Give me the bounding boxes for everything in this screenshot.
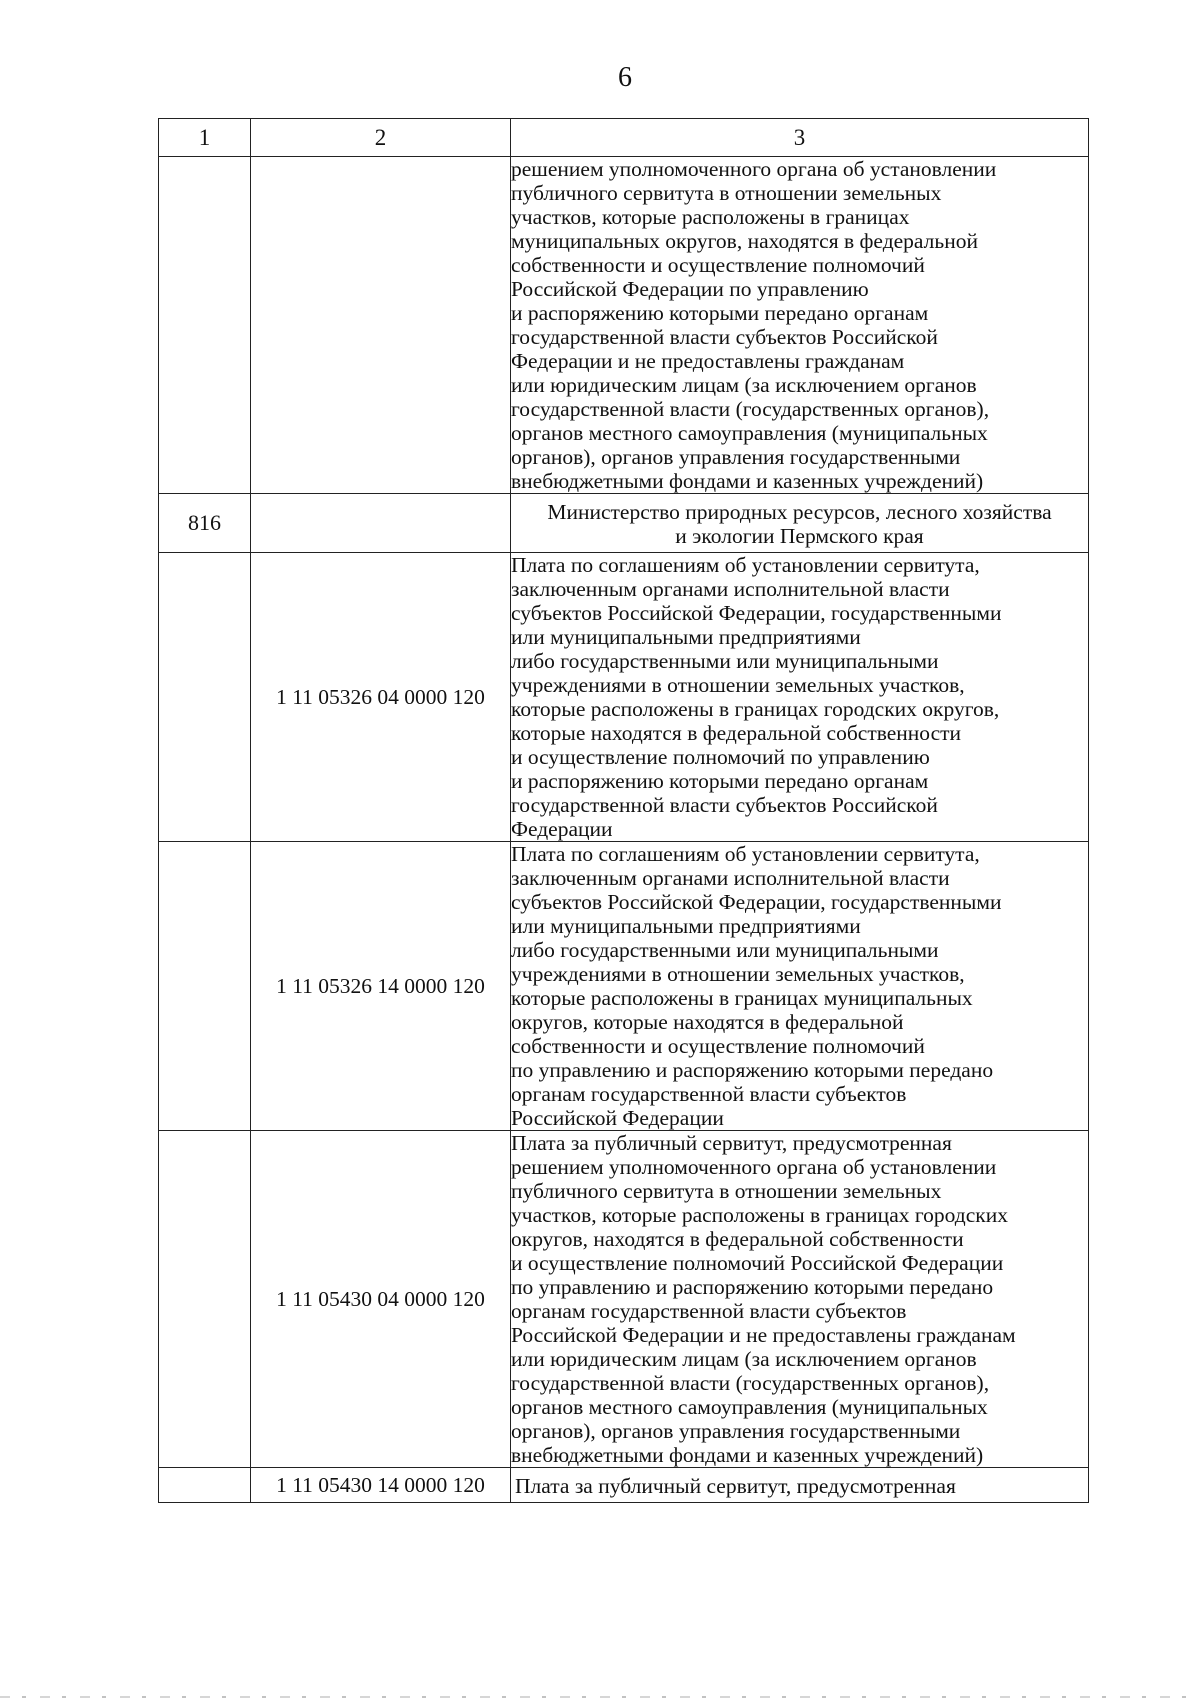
revenue-description-cell: Плата по соглашениям об установлении сервитута, заключенным органами исполнительной власти субъектов Российской Федерации, государственными или муниципальными предприятиями либо государственными или муниципальными учреждениями в отношении земельных участков, которые расположены в границах городских округов, которые находятся в федеральной собственности и осуществление полномочий по управлению и распоряжению которыми передано органам государственной власти субъектов Российской Федерации (511, 553, 1089, 842)
revenue-code-cell: 1 11 05430 04 0000 120 (251, 1131, 511, 1468)
revenue-code-cell (251, 494, 511, 553)
revenue-codes-table (158, 118, 1089, 1503)
table-row (159, 1468, 1089, 1503)
revenue-code-cell: 1 11 05326 14 0000 120 (251, 842, 511, 1131)
table-row (159, 1131, 1089, 1468)
admin-code-cell (159, 1468, 251, 1503)
revenue-code-cell (251, 157, 511, 494)
admin-code-cell (159, 553, 251, 842)
revenue-code-cell: 1 11 05326 04 0000 120 (251, 553, 511, 842)
table-row (159, 553, 1089, 842)
revenue-description-cell: решением уполномоченного органа об установлении публичного сервитута в отношении земельных участков, которые расположены в границах муниципальных округов, находятся в федеральной собственности и осуществление полномочий Российской Федерации по управлению и распоряжению которыми передано органам государственной власти субъектов Российской Федерации и не предоставлены гражданам или юридическим лицам (за исключением органов государственной власти (государственных органов), органов местного самоуправления (муниципальных органов), органов управления государственными внебюджетными фондами и казенных учреждений) (511, 157, 1089, 494)
table-row (159, 157, 1089, 494)
header-col-3: 3 (511, 119, 1089, 157)
administrator-name-cell: Министерство природных ресурсов, лесного хозяйства и экологии Пермского края (511, 494, 1089, 553)
header-col-2: 2 (251, 119, 511, 157)
revenue-description-cell: Плата за публичный сервитут, предусмотренная (511, 1468, 1089, 1503)
admin-code-cell: 816 (159, 494, 251, 553)
admin-code-cell (159, 157, 251, 494)
table-row (159, 494, 1089, 553)
revenue-code-cell: 1 11 05430 14 0000 120 (251, 1468, 511, 1503)
page-number: 6 (618, 62, 632, 93)
admin-code-cell (159, 842, 251, 1131)
scan-edge-artifact (0, 1696, 1200, 1698)
revenue-description-cell: Плата по соглашениям об установлении сервитута, заключенным органами исполнительной власти субъектов Российской Федерации, государственными или муниципальными предприятиями либо государственными или муниципальными учреждениями в отношении земельных участков, которые расположены в границах муниципальных округов, которые находятся в федеральной собственности и осуществление полномочий по управлению и распоряжению которыми передано органам государственной власти субъектов Российской Федерации (511, 842, 1089, 1131)
table-header-row (159, 119, 1089, 157)
admin-code-cell (159, 1131, 251, 1468)
table-row (159, 842, 1089, 1131)
revenue-description-cell: Плата за публичный сервитут, предусмотренная решением уполномоченного органа об установлении публичного сервитута в отношении земельных участков, которые расположены в границах городских округов, находятся в федеральной собственности и осуществление полномочий Российской Федерации по управлению и распоряжению которыми передано органам государственной власти субъектов Российской Федерации и не предоставлены гражданам или юридическим лицам (за исключением органов государственной власти (государственных органов), органов местного самоуправления (муниципальных органов), органов управления государственными внебюджетными фондами и казенных учреждений) (511, 1131, 1089, 1468)
header-col-1: 1 (159, 119, 251, 157)
